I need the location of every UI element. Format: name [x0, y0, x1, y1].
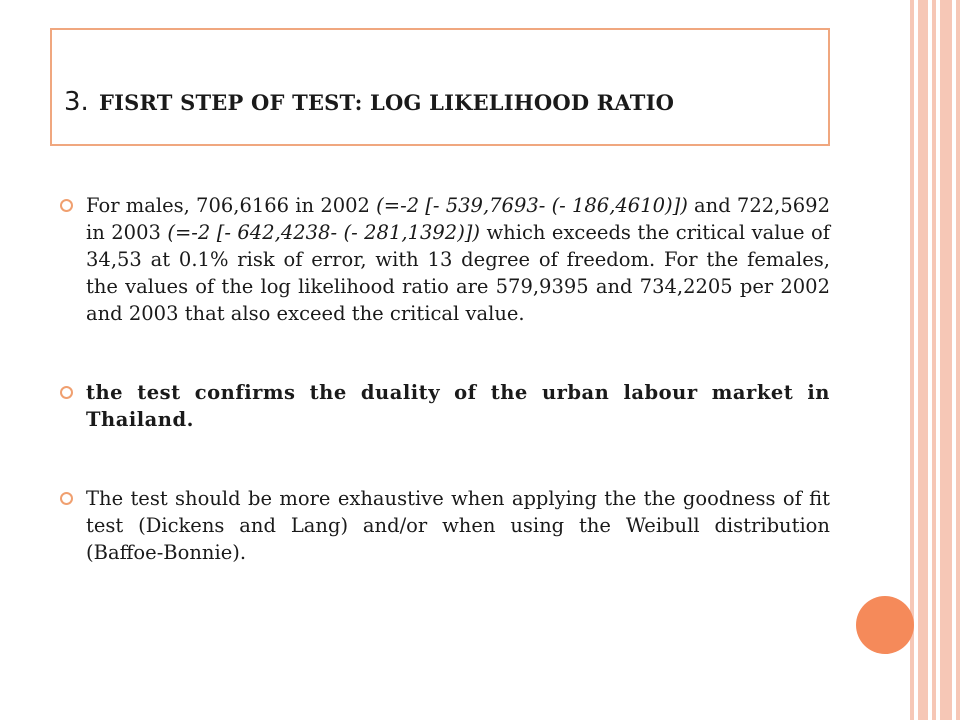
bullet-marker-icon: [60, 386, 73, 399]
bullet-part: and 722,5692 in 2003: [86, 194, 830, 244]
title-number: 3.: [64, 87, 89, 117]
bullet-part: which exceeds the critical value of 34,53 at 0.1% risk of error, with 13 degree of freedom. For the females, the values of the log likelihood ratio are 579,9395 and 734,2205 per 2002 and 2003 that also exceed the critical value.: [86, 221, 830, 325]
decorative-stripes: [908, 0, 960, 720]
bullet-males-females: [60, 192, 830, 327]
title-box: [50, 28, 830, 146]
bullet-exhaustive-test: [60, 485, 830, 566]
bullet-part-italic: (=-2 [- 642,4238- (- 281,1392)]): [167, 221, 481, 244]
slide-title: [64, 80, 674, 118]
bullet-text: the test confirms the duality of the urban labour market in Thailand.: [86, 381, 830, 431]
title-text: FISRT STEP OF TEST: LOG LIKELIHOOD RATIO: [98, 90, 675, 115]
bullet-marker-icon: [60, 199, 73, 212]
bullet-part: For males, 706,6166 in 2002: [86, 194, 377, 217]
bullet-part-italic: (=-2 [- 539,7693- (- 186,4610)]): [376, 194, 688, 217]
bullet-list: [60, 192, 830, 618]
bullet-text: The test should be more exhaustive when applying the the goodness of fit test (Dickens and Lang) and/or when using the Weibull distribution (Baffoe-Bonnie).: [86, 487, 830, 564]
decorative-circle: [856, 596, 914, 654]
bullet-marker-icon: [60, 492, 73, 505]
bullet-conclusion: [60, 379, 830, 433]
